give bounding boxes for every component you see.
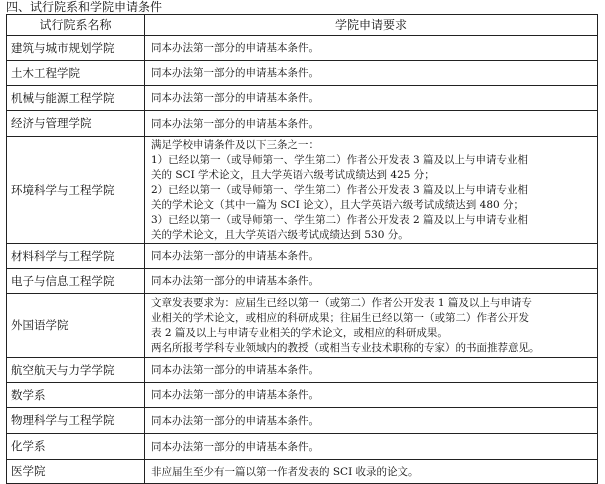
requirement-text: 同本办法第一部分的申请基本条件。	[151, 275, 319, 287]
table-row	[7, 111, 598, 137]
requirement-line: 1）已经以第一（或导师第一、学生第二）作者公开发表 3 篇及以上与申请专业相	[151, 154, 529, 166]
requirement-text: 同本办法第一部分的申请基本条件。	[151, 364, 319, 376]
table-row	[7, 358, 598, 383]
header-requirements: 学院申请要求	[145, 15, 598, 36]
dept-name: 建筑与城市规划学院	[7, 36, 145, 61]
header-dept: 试行院系名称	[7, 15, 145, 36]
table-row	[7, 36, 598, 61]
requirement-line: 2）已经以第一（或导师第一、学生第二）作者公开发表 3 篇及以上与申请专业相	[151, 184, 529, 196]
dept-name: 电子与信息工程学院	[7, 269, 145, 294]
requirement-text: 非应届生至少有一篇以第一作者发表的 SCI 收录的论文。	[151, 465, 419, 478]
dept-name: 航空航天与力学学院	[7, 358, 145, 383]
table-row	[7, 460, 598, 484]
section-heading: 四、试行院系和学院申请条件	[6, 0, 163, 14]
dept-name: 数学系	[7, 383, 145, 408]
dept-name: 经济与管理学院	[7, 111, 145, 137]
requirement-cell	[145, 434, 598, 460]
table-row	[7, 294, 598, 358]
requirement-cell	[145, 36, 598, 61]
table-row	[7, 383, 598, 408]
requirement-text: 同本办法第一部分的申请基本条件。	[151, 389, 319, 401]
requirement-line: 文章发表要求为：应届生已经以第一（或第二）作者公开发表 1 篇及以上与申请专	[151, 297, 532, 309]
table-row	[7, 61, 598, 86]
requirement-cell	[145, 244, 598, 269]
requirement-cell	[145, 111, 598, 137]
table-row	[7, 408, 598, 434]
requirement-line: 满足学校申请条件及以下三条之一：	[151, 139, 319, 151]
dept-name: 材料科学与工程学院	[7, 244, 145, 269]
requirement-cell	[145, 383, 598, 408]
requirement-text: 同本办法第一部分的申请基本条件。	[151, 414, 319, 427]
requirement-cell	[145, 269, 598, 294]
requirement-line: 关的 SCI 学术论文，且大学英语六级考试成绩达到 425 分；	[151, 169, 435, 181]
requirement-text: 同本办法第一部分的申请基本条件。	[151, 117, 319, 130]
dept-name: 环境科学与工程学院	[7, 137, 145, 244]
table-row	[7, 269, 598, 294]
requirement-text: 同本办法第一部分的申请基本条件。	[151, 440, 319, 453]
requirement-cell	[145, 61, 598, 86]
table-header-row	[7, 15, 598, 36]
dept-name: 土木工程学院	[7, 61, 145, 86]
table-row	[7, 86, 598, 111]
requirements-table	[6, 14, 598, 484]
dept-name: 外国语学院	[7, 294, 145, 358]
requirement-text: 同本办法第一部分的申请基本条件。	[151, 92, 319, 104]
dept-name: 医学院	[7, 460, 145, 484]
requirement-cell	[145, 137, 598, 244]
requirement-cell	[145, 294, 598, 358]
requirement-text: 同本办法第一部分的申请基本条件。	[151, 250, 319, 262]
table-row	[7, 137, 598, 244]
requirement-cell	[145, 358, 598, 383]
requirement-line: 业相关的学术论文，或相应的科研成果；往届生已经以第一（或第二）作者公开发	[151, 312, 529, 324]
requirement-cell	[145, 408, 598, 434]
dept-name: 物理科学与工程学院	[7, 408, 145, 434]
dept-name: 化学系	[7, 434, 145, 460]
requirement-cell	[145, 460, 598, 484]
requirement-line: 两名所报考学科专业领域内的教授（或相当专业技术职称的专家）的书面推荐意见。	[151, 342, 540, 354]
table-row	[7, 434, 598, 460]
dept-name: 机械与能源工程学院	[7, 86, 145, 111]
requirement-line: 表 2 篇及以上与申请专业相关的学术论文，或相应的科研成果。	[151, 327, 448, 339]
requirement-line: 3）已经以第一（或导师第一、学生第二）作者公开发表 2 篇及以上与申请专业相	[151, 214, 529, 226]
requirement-line: 关的学术论文，且大学英语六级考试成绩达到 530 分。	[151, 229, 409, 241]
requirement-line: 关的学术论文（其中一篇为 SCI 论文），且大学英语六级考试成绩达到 480 分；	[151, 199, 525, 211]
table-row	[7, 244, 598, 269]
requirement-text: 同本办法第一部分的申请基本条件。	[151, 67, 319, 79]
requirement-text: 同本办法第一部分的申请基本条件。	[151, 42, 319, 54]
requirement-cell	[145, 86, 598, 111]
